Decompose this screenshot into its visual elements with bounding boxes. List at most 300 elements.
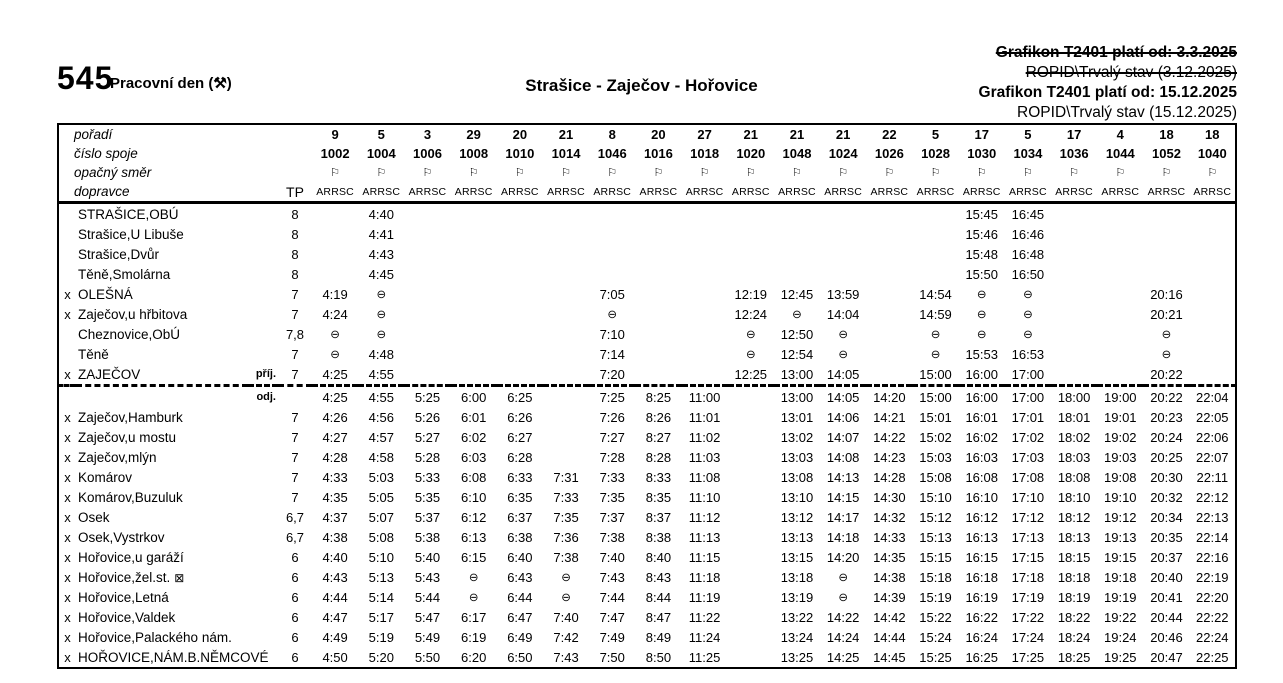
time-cell: 11:01: [688, 409, 721, 425]
time-cell: 7:33: [553, 489, 579, 505]
time-cell: 18:00: [1057, 389, 1091, 405]
trip-number: 1030: [967, 146, 997, 161]
time-cell: [497, 264, 543, 284]
time-cell: [543, 364, 589, 386]
station-name: ZAJEČOV: [76, 364, 248, 386]
opposite-direction-icon: ⚐: [1207, 167, 1218, 179]
time-cell: 11:24: [688, 629, 721, 645]
time-cell: 22:20: [1196, 589, 1229, 605]
time-cell: [543, 427, 589, 447]
time-cell: [497, 244, 543, 264]
time-cell: 18:22: [1057, 609, 1091, 625]
time-cell: 11:00: [688, 389, 721, 405]
time-cell: 6:13: [461, 529, 487, 545]
on-request-marker: [58, 264, 76, 284]
time-cell: [1097, 304, 1143, 324]
time-cell: [543, 264, 589, 284]
time-cell: 8:40: [645, 549, 672, 565]
time-cell: [497, 344, 543, 364]
time-cell: [728, 607, 774, 627]
time-cell: [1190, 224, 1236, 244]
time-cell: 5:50: [414, 649, 441, 665]
time-cell: 15:46: [965, 226, 998, 242]
tariff-zone: 7: [291, 306, 299, 322]
time-cell: 5:49: [414, 629, 441, 645]
time-cell: [451, 244, 497, 264]
arrdep-label: [248, 567, 278, 587]
time-cell: 7:42: [553, 629, 579, 645]
time-cell: 15:01: [919, 409, 952, 425]
time-cell: 6:26: [507, 409, 533, 425]
time-cell: ⊖: [838, 349, 848, 361]
carrier-code: ARRSC: [820, 182, 866, 203]
time-cell: [1097, 244, 1143, 264]
time-cell: 8:50: [645, 649, 672, 665]
time-cell: 5:47: [414, 609, 441, 625]
time-cell: 4:37: [322, 509, 348, 525]
time-cell: 4:50: [322, 649, 348, 665]
tariff-zone: 6: [291, 569, 299, 585]
carrier-code: ARRSC: [866, 182, 912, 203]
tp-spacer: [278, 163, 312, 182]
station-row: [58, 364, 1236, 386]
day-type-label: Pracovní den (⚒): [110, 75, 232, 92]
time-cell: 19:15: [1104, 549, 1137, 565]
time-cell: 13:19: [780, 589, 814, 605]
time-cell: 19:13: [1104, 529, 1137, 545]
time-cell: [404, 244, 450, 264]
time-cell: 6:02: [461, 429, 487, 445]
time-cell: 6:01: [461, 409, 487, 425]
station-name: STRAŠICE,OBÚ: [78, 206, 179, 222]
time-cell: 5:33: [414, 469, 441, 485]
on-request-marker: x: [64, 509, 71, 525]
time-cell: [728, 467, 774, 487]
station-row: [58, 527, 1236, 547]
time-cell: 16:50: [1011, 266, 1045, 282]
time-cell: 4:48: [368, 346, 394, 362]
time-cell: 11:10: [688, 489, 721, 505]
time-cell: [866, 344, 912, 364]
carrier-code: ARRSC: [358, 182, 404, 203]
time-cell: 5:27: [414, 429, 441, 445]
trip-order: 21: [835, 127, 851, 142]
time-cell: [820, 224, 866, 244]
time-cell: 4:25: [312, 364, 358, 386]
time-cell: ⊖: [330, 329, 340, 341]
carrier-code: ARRSC: [1005, 182, 1051, 203]
time-cell: 4:40: [368, 206, 394, 222]
time-cell: [543, 284, 589, 304]
on-request-marker: [58, 244, 76, 264]
time-cell: 14:05: [820, 364, 866, 386]
time-cell: 18:25: [1057, 649, 1091, 665]
time-cell: 20:22: [1143, 364, 1189, 386]
time-cell: 5:40: [414, 549, 441, 565]
time-cell: 13:00: [780, 389, 814, 405]
tariff-zone: 7: [291, 286, 299, 302]
time-cell: 16:12: [965, 509, 998, 525]
time-cell: 15:02: [919, 429, 952, 445]
time-cell: [1097, 224, 1143, 244]
time-cell: 7:14: [599, 346, 625, 362]
opposite-direction-icon: ⚐: [468, 167, 479, 179]
time-cell: [589, 244, 635, 264]
time-cell: 16:08: [965, 469, 998, 485]
station-row: [58, 264, 1236, 284]
time-cell: 14:05: [826, 389, 860, 405]
time-cell: 15:10: [919, 489, 952, 505]
time-cell: 6:03: [461, 449, 487, 465]
time-cell: 4:27: [322, 429, 348, 445]
tariff-zone: 7: [291, 449, 299, 465]
on-request-marker: x: [64, 529, 71, 545]
opposite-direction-icon: ⚐: [930, 167, 941, 179]
time-cell: 8:49: [645, 629, 672, 645]
time-cell: 6:44: [507, 589, 533, 605]
time-cell: 7:40: [599, 549, 625, 565]
time-cell: 16:46: [1011, 226, 1045, 242]
trip-number: 1048: [782, 146, 812, 161]
trip-order: 21: [789, 127, 805, 142]
station-row: [58, 487, 1236, 507]
time-cell: 11:18: [688, 569, 721, 585]
time-cell: [728, 527, 774, 547]
arrdep-label: odj.: [256, 391, 276, 403]
time-cell: [728, 547, 774, 567]
time-cell: 13:59: [826, 286, 860, 302]
time-cell: 5:38: [414, 529, 441, 545]
time-cell: 4:43: [322, 569, 348, 585]
time-cell: 20:23: [1150, 409, 1183, 425]
time-cell: 20:30: [1150, 469, 1183, 485]
time-cell: [1143, 264, 1189, 284]
station-row: [58, 507, 1236, 527]
time-cell: 5:19: [368, 629, 394, 645]
time-cell: 20:21: [1150, 306, 1183, 322]
time-cell: 15:45: [965, 206, 998, 222]
time-cell: 7:38: [553, 549, 579, 565]
time-cell: [728, 264, 774, 284]
validity-block: [979, 43, 1237, 123]
opacny-smer-label: opačný směr: [74, 165, 152, 180]
time-cell: 14:54: [919, 286, 952, 302]
tp-spacer: [278, 124, 312, 144]
arrdep-label: [248, 587, 278, 607]
time-cell: [543, 224, 589, 244]
arrdep-label: [248, 487, 278, 507]
time-cell: 14:44: [873, 629, 906, 645]
time-cell: 6:12: [461, 509, 487, 525]
time-cell: 5:05: [368, 489, 394, 505]
tp-header: TP: [278, 182, 312, 203]
time-cell: [451, 364, 497, 386]
opposite-direction-icon: ⚐: [376, 167, 387, 179]
trip-number: 1046: [597, 146, 627, 161]
time-cell: ⊖: [930, 349, 941, 361]
time-cell: [589, 203, 635, 225]
arrdep-label: [248, 627, 278, 647]
trip-number: 1044: [1105, 146, 1135, 161]
validity-line: ROPID\Trvalý stav (3.12.2025): [1025, 64, 1237, 81]
time-cell: 11:15: [688, 549, 721, 565]
time-cell: [404, 304, 450, 324]
time-cell: 4:43: [368, 246, 394, 262]
dopravce-label: dopravce: [58, 182, 278, 203]
time-cell: 11:03: [688, 449, 721, 465]
time-cell: [451, 203, 497, 225]
time-cell: 12:24: [734, 306, 768, 322]
time-cell: [635, 203, 681, 225]
time-cell: [1190, 324, 1236, 344]
trip-number: 1018: [690, 146, 720, 161]
tariff-zone: 7: [291, 469, 299, 485]
time-cell: 5:26: [414, 409, 441, 425]
arrdep-label: [248, 547, 278, 567]
time-cell: [1051, 364, 1097, 386]
time-cell: 20:32: [1150, 489, 1183, 505]
time-cell: 6:08: [461, 469, 487, 485]
time-cell: 17:10: [1011, 489, 1045, 505]
trip-number: 1004: [366, 146, 396, 161]
tp-spacer: [278, 144, 312, 163]
time-cell: [543, 324, 589, 344]
trip-number: 1034: [1013, 146, 1043, 161]
trip-order: 18: [1159, 127, 1174, 142]
on-request-marker: x: [64, 449, 71, 465]
time-cell: ⊖: [976, 309, 987, 321]
time-cell: ⊖: [792, 309, 802, 321]
time-cell: [866, 264, 912, 284]
arrdep-label: [248, 467, 278, 487]
time-cell: [912, 264, 958, 284]
carrier-code: ARRSC: [589, 182, 635, 203]
time-cell: [728, 647, 774, 668]
time-cell: 8:37: [645, 509, 672, 525]
time-cell: 16:15: [965, 549, 998, 565]
time-cell: [1051, 284, 1097, 304]
time-cell: 19:18: [1104, 569, 1137, 585]
on-request-marker: x: [64, 549, 71, 565]
time-cell: 18:13: [1057, 529, 1091, 545]
time-cell: [912, 224, 958, 244]
time-cell: 6:15: [461, 549, 487, 565]
time-cell: 6:20: [461, 649, 487, 665]
opposite-direction-icon: ⚐: [745, 167, 756, 179]
tariff-zone: 6,7: [285, 509, 305, 525]
time-cell: 8:35: [645, 489, 672, 505]
time-cell: 17:18: [1011, 569, 1045, 585]
time-cell: [1190, 304, 1236, 324]
time-cell: 7:44: [599, 589, 625, 605]
arrdep-label: [248, 264, 278, 284]
time-cell: 5:13: [368, 569, 394, 585]
time-cell: [728, 224, 774, 244]
trip-order: 8: [608, 127, 616, 142]
time-cell: [1051, 224, 1097, 244]
station-row: [58, 284, 1236, 304]
validity-line: Grafikon T2401 platí od: 3.3.2025: [995, 44, 1237, 61]
station-name: Zaječov,mlýn: [78, 449, 157, 465]
time-cell: [820, 264, 866, 284]
time-cell: [635, 364, 681, 386]
time-cell: 19:24: [1104, 629, 1137, 645]
time-cell: 16:22: [965, 609, 998, 625]
time-cell: 19:25: [1104, 649, 1137, 665]
time-cell: 20:37: [1150, 549, 1183, 565]
time-cell: 18:18: [1057, 569, 1091, 585]
carrier-code: ARRSC: [1190, 182, 1236, 203]
time-cell: 7:26: [599, 409, 625, 425]
time-cell: 18:15: [1057, 549, 1091, 565]
carrier-code: ARRSC: [1143, 182, 1189, 203]
carrier-code: ARRSC: [404, 182, 450, 203]
time-cell: 7:49: [599, 629, 625, 645]
station-name: Zaječov,u mostu: [78, 429, 177, 445]
time-cell: 14:30: [873, 489, 906, 505]
station-name: Osek,Vystrkov: [78, 529, 165, 545]
station-row: [58, 547, 1236, 567]
carrier-code: ARRSC: [959, 182, 1005, 203]
trip-number: 1020: [736, 146, 766, 161]
time-cell: [774, 244, 820, 264]
time-cell: 16:00: [959, 364, 1005, 386]
time-cell: 12:50: [780, 326, 814, 342]
time-cell: ⊖: [745, 349, 756, 361]
time-cell: 16:25: [965, 649, 998, 665]
time-cell: 7:47: [599, 609, 625, 625]
time-cell: 4:56: [368, 409, 394, 425]
time-cell: 14:22: [826, 609, 860, 625]
time-cell: 4:40: [322, 549, 348, 565]
time-cell: [682, 224, 728, 244]
time-cell: [912, 203, 958, 225]
time-cell: [312, 244, 358, 264]
time-cell: 5:35: [414, 489, 441, 505]
time-cell: [866, 224, 912, 244]
time-cell: ⊖: [468, 592, 479, 604]
time-cell: 17:19: [1011, 589, 1045, 605]
time-cell: 17:01: [1011, 409, 1045, 425]
time-cell: [1097, 324, 1143, 344]
tariff-zone: 6,7: [285, 529, 305, 545]
time-cell: 4:57: [368, 429, 394, 445]
on-request-marker: x: [64, 649, 71, 665]
time-cell: 7:35: [599, 489, 625, 505]
time-cell: 16:01: [965, 409, 998, 425]
time-cell: 15:18: [919, 569, 952, 585]
time-cell: 11:12: [688, 509, 721, 525]
station-name: Těně: [78, 346, 109, 362]
station-row: [58, 607, 1236, 627]
trip-order: 5: [377, 127, 385, 142]
tariff-zone: 7: [291, 409, 299, 425]
time-cell: 15:15: [919, 549, 952, 565]
time-cell: 15:00: [919, 389, 952, 405]
time-cell: ⊖: [930, 329, 941, 341]
on-request-marker: [58, 386, 76, 408]
time-cell: [728, 244, 774, 264]
time-cell: 18:10: [1057, 489, 1091, 505]
time-cell: 11:19: [688, 589, 721, 605]
time-cell: 22:14: [1196, 529, 1229, 545]
time-cell: [866, 244, 912, 264]
time-cell: 4:38: [322, 529, 348, 545]
time-cell: 7:05: [599, 286, 625, 302]
on-request-marker: x: [64, 286, 71, 302]
station-row: [58, 567, 1236, 587]
station-name: Cheznovice,ObÚ: [78, 326, 181, 342]
time-cell: 16:45: [1011, 206, 1045, 222]
time-cell: 19:02: [1104, 429, 1137, 445]
time-cell: 12:45: [780, 286, 814, 302]
time-cell: 13:13: [780, 529, 814, 545]
time-cell: 11:25: [688, 649, 721, 665]
arrdep-label: [248, 607, 278, 627]
time-cell: 8:38: [645, 529, 672, 545]
time-cell: 7:35: [553, 509, 579, 525]
tariff-zone: 8: [291, 226, 299, 242]
time-cell: 14:25: [826, 649, 860, 665]
time-cell: [728, 487, 774, 507]
time-cell: 18:08: [1057, 469, 1091, 485]
time-cell: 7:33: [599, 469, 625, 485]
on-request-marker: x: [64, 306, 71, 322]
time-cell: ⊖: [976, 329, 987, 341]
time-cell: [912, 244, 958, 264]
station-row: [58, 344, 1236, 364]
time-cell: [1051, 344, 1097, 364]
time-cell: 22:12: [1196, 489, 1229, 505]
time-cell: [451, 324, 497, 344]
railway-station-icon: ⊠: [174, 570, 185, 585]
time-cell: 15:12: [919, 509, 952, 525]
time-cell: 4:49: [322, 629, 348, 645]
station-row: [58, 467, 1236, 487]
time-cell: [589, 224, 635, 244]
trip-number: 1052: [1152, 146, 1181, 161]
time-cell: 15:25: [919, 649, 952, 665]
time-cell: [728, 567, 774, 587]
time-cell: 5:44: [414, 589, 441, 605]
time-cell: [635, 264, 681, 284]
carrier-code: ARRSC: [451, 182, 497, 203]
time-cell: ⊖: [1161, 349, 1172, 361]
station-row: [58, 244, 1236, 264]
arrdep-label: příj.: [248, 364, 278, 386]
carrier-code: ARRSC: [497, 182, 543, 203]
time-cell: [728, 627, 774, 647]
arrdep-label: [248, 427, 278, 447]
carrier-code: ARRSC: [1051, 182, 1097, 203]
time-cell: [635, 244, 681, 264]
station-name: Zaječov,u hřbitova: [78, 306, 188, 322]
time-cell: [635, 344, 681, 364]
arrdep-label: [248, 304, 278, 324]
time-cell: ⊖: [1023, 329, 1033, 341]
time-cell: [728, 427, 774, 447]
station-row: [58, 587, 1236, 607]
time-cell: [728, 386, 774, 408]
time-cell: 4:26: [322, 409, 348, 425]
time-cell: [1097, 203, 1143, 225]
time-cell: [497, 224, 543, 244]
time-cell: 6:47: [507, 609, 533, 625]
time-cell: 16:19: [965, 589, 998, 605]
time-cell: 22:11: [1196, 469, 1229, 485]
arrdep-label: [248, 324, 278, 344]
time-cell: 20:41: [1150, 589, 1183, 605]
